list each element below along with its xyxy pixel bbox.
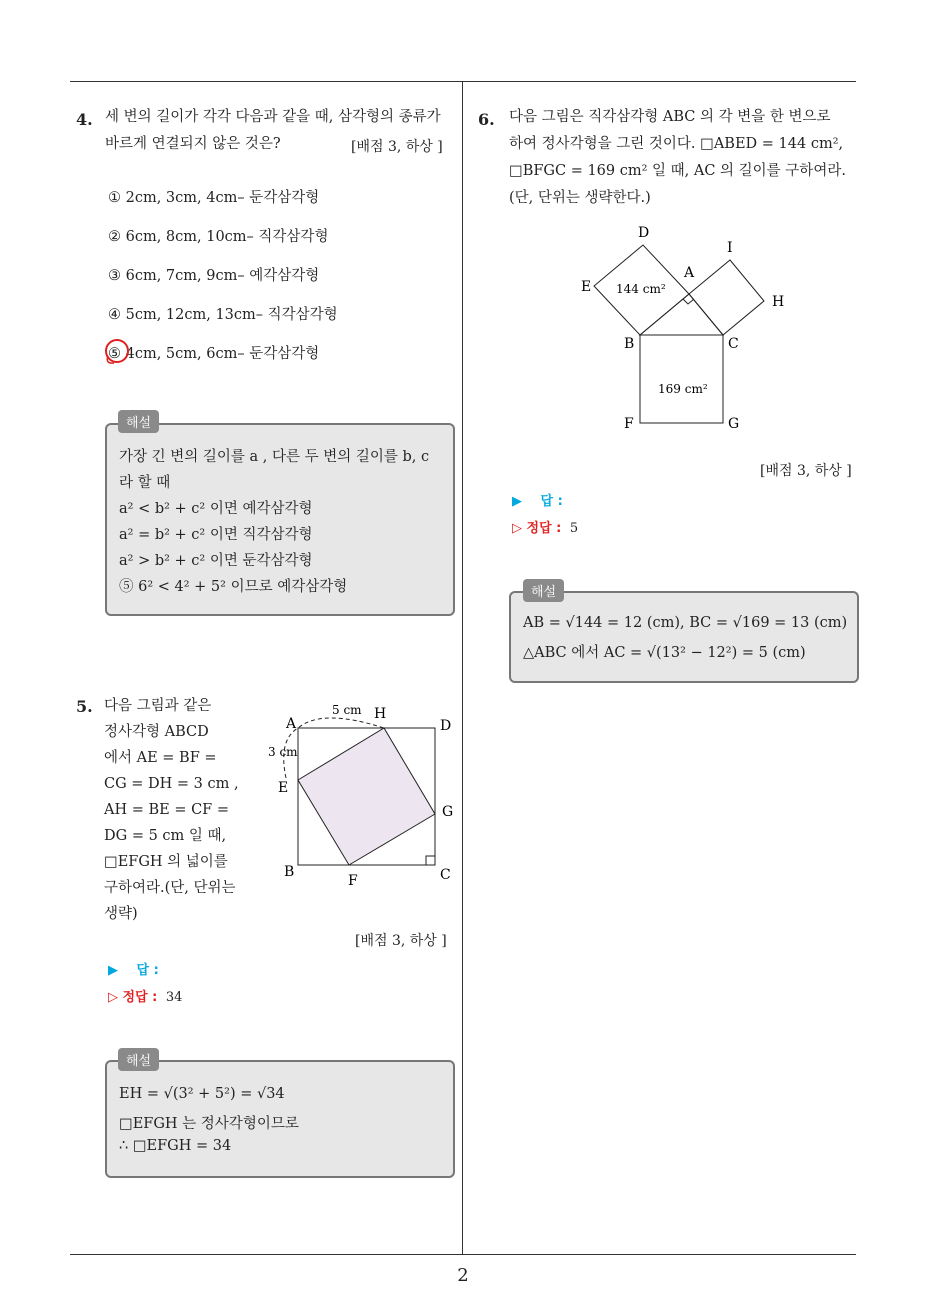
q5-expl-line1: EH = √(3² + 5²) = √34 [119, 1086, 285, 1102]
q6-line3: □BFGC = 169 cm² 일 때, AC 의 길이를 구하여라. [509, 163, 846, 179]
fig5-label-A: A [286, 716, 297, 732]
q5-score: [배점 3, 하상 ] [355, 933, 447, 949]
q6-correct-row [512, 517, 578, 536]
q6-expl-line1: AB = √144 = 12 (cm), BC = √169 = 13 (cm) [523, 615, 848, 631]
q5-line3: 에서 AE = BF = [104, 750, 217, 766]
q4-expl-line3: a² < b² + c² 이면 예각삼각형 [119, 501, 313, 517]
q4-line1: 세 변의 길이가 각각 다음과 같을 때, 삼각형의 종류가 [105, 109, 441, 125]
q5-correct-label: 정답 : [122, 990, 158, 1005]
q4-choice-3[interactable]: ③ 6cm, 7cm, 9cm– 예각삼각형 [108, 268, 320, 284]
top-rule [70, 81, 856, 82]
q5-number: 5. [76, 697, 93, 716]
fig5-length-3cm: 3 cm [268, 745, 298, 759]
q4-expl-line1: 가장 긴 변의 길이를 a , 다른 두 변의 길이를 b, c [119, 449, 430, 465]
q6-line4: (단, 단위는 생략한다.) [509, 190, 651, 206]
answer-circle-mark [102, 336, 132, 366]
q5-question [104, 693, 254, 927]
fig5-label-G: G [442, 804, 454, 820]
q4-expl-line2: 라 할 때 [119, 475, 171, 491]
fig5-label-E: E [278, 780, 289, 796]
outline-arrow-icon: ▷ [108, 990, 118, 1005]
q6-answer-label: 답 : [540, 494, 563, 509]
fig6-label-A: A [684, 265, 695, 281]
fig6-area-144: 144 cm² [616, 282, 666, 296]
q5-line1: 다음 그림과 같은 [104, 698, 212, 714]
q5-expl-line2: □EFGH 는 정사각형이므로 [119, 1116, 299, 1132]
q5-answer-row [108, 959, 159, 978]
q5-line6: DG = 5 cm 일 때, [104, 828, 227, 844]
fig6-label-H: H [772, 294, 785, 310]
fig5-label-H: H [374, 706, 387, 722]
q6-number: 6. [478, 110, 495, 129]
q5-explanation-box [105, 1060, 455, 1178]
fig6-area-169: 169 cm² [658, 382, 708, 396]
play-arrow-icon: ▶ [512, 494, 522, 509]
q5-line2: 정사각형 ABCD [104, 724, 209, 740]
q5-answer-label: 답 : [136, 963, 159, 978]
q6-explanation-box [509, 591, 859, 683]
fig6-label-D: D [638, 225, 650, 241]
fig6-label-B: B [624, 336, 635, 352]
fig6-label-F: F [624, 416, 634, 432]
q4-expl-line5: a² > b² + c² 이면 둔각삼각형 [119, 553, 313, 569]
fig6-label-I: I [727, 240, 733, 256]
q4-expl-line6: ⑤ 6² < 4² + 5² 이므로 예각삼각형 [119, 579, 348, 595]
fig5-label-B: B [284, 864, 295, 880]
q5-expl-line3: ∴ □EFGH = 34 [119, 1138, 232, 1154]
column-divider [462, 82, 463, 1254]
q4-expl-tag: 해설 [118, 410, 159, 433]
q4-expl-line4: a² = b² + c² 이면 직각삼각형 [119, 527, 313, 543]
q6-answer-row [512, 490, 563, 509]
q6-pythagoras-figure [570, 215, 800, 440]
q4-choice-5[interactable]: ⑤ 4cm, 5cm, 6cm– 둔각삼각형 [108, 346, 320, 362]
q4-number: 4. [76, 110, 93, 129]
outline-arrow-icon: ▷ [512, 521, 522, 536]
page-number: 2 [457, 1265, 469, 1286]
fig5-label-F: F [348, 873, 358, 889]
fig5-label-C: C [440, 867, 451, 883]
q6-correct-value: 5 [569, 521, 579, 536]
fig6-label-E: E [581, 279, 592, 295]
play-arrow-icon: ▶ [108, 963, 118, 978]
bottom-rule [70, 1254, 856, 1255]
q6-line2: 하여 정사각형을 그린 것이다. □ABED = 144 cm², [509, 136, 844, 152]
q4-score: [배점 3, 하상 ] [351, 139, 443, 155]
q5-line7: □EFGH 의 넓이를 [104, 854, 228, 870]
q6-question [509, 104, 859, 212]
q6-score: [배점 3, 하상 ] [760, 463, 852, 479]
q5-square-figure [262, 700, 462, 890]
q5-line5: AH = BE = CF = [104, 802, 230, 818]
q4-line2: 바르게 연결되지 않은 것은? [105, 136, 281, 152]
q6-expl-line2: △ABC 에서 AC = √(13² − 12²) = 5 (cm) [523, 645, 806, 661]
q4-choice-1[interactable]: ① 2cm, 3cm, 4cm– 둔각삼각형 [108, 190, 320, 206]
q6-line1: 다음 그림은 직각삼각형 ABC 의 각 변을 한 변으로 [509, 109, 831, 125]
q5-line9: 생략) [104, 906, 138, 922]
q5-expl-tag: 해설 [118, 1048, 159, 1071]
q6-expl-tag: 해설 [523, 579, 564, 602]
fig6-label-C: C [728, 336, 739, 352]
q5-line8: 구하여라.(단, 단위는 [104, 880, 236, 896]
q5-correct-value: 34 [165, 990, 183, 1005]
q5-line4: CG = DH = 3 cm , [104, 776, 239, 792]
q5-correct-row [108, 986, 182, 1005]
fig5-label-D: D [440, 718, 452, 734]
q4-choice-2[interactable]: ② 6cm, 8cm, 10cm– 직각삼각형 [108, 229, 329, 245]
fig6-label-G: G [728, 416, 740, 432]
fig5-length-5cm: 5 cm [332, 703, 362, 717]
q4-choice-4[interactable]: ④ 5cm, 12cm, 13cm– 직각삼각형 [108, 307, 338, 323]
q6-correct-label: 정답 : [526, 521, 562, 536]
q4-explanation-box [105, 423, 455, 616]
